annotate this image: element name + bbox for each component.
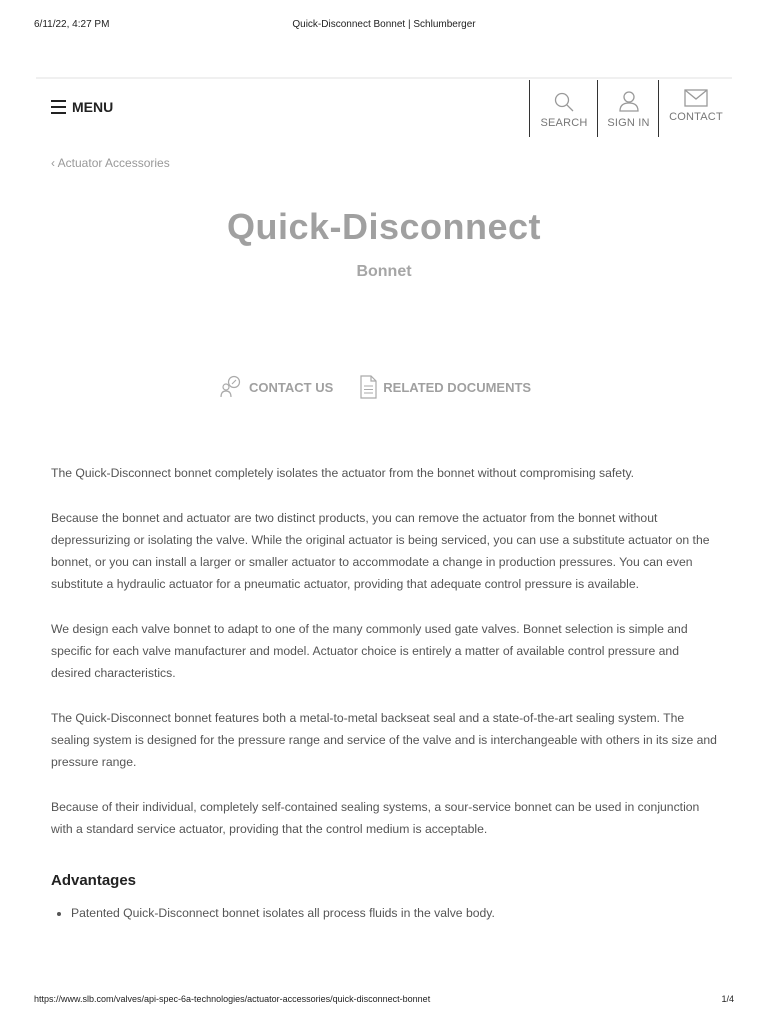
clipped-line (51, 983, 721, 987)
list-item (51, 983, 721, 987)
header-divider (36, 77, 732, 79)
contact-us-label: CONTACT US (249, 379, 334, 395)
breadcrumb-back-link[interactable] (51, 156, 170, 170)
page-title: Quick-Disconnect (226, 206, 542, 247)
print-title: Quick-Disconnect Bonnet | Schlumberger (292, 19, 476, 30)
print-url: https://www.slb.com/valves/api-spec-6a-technologies/actuator-accessories/quick-disconnect-bonnet (34, 994, 431, 1004)
advantages-heading: Advantages (51, 872, 137, 889)
document-icon (359, 375, 377, 399)
article-body (51, 462, 721, 946)
menu-button[interactable] (51, 99, 113, 115)
hamburger-icon (51, 100, 66, 114)
breadcrumb-label: Actuator Accessories (57, 156, 170, 170)
advantages-list (51, 902, 721, 924)
search-button[interactable] (529, 80, 598, 137)
related-documents-label: RELATED DOCUMENTS (383, 379, 532, 395)
chevron-left-icon: ‹ (51, 156, 55, 170)
envelope-icon (684, 89, 708, 107)
related-documents-link[interactable] (359, 375, 531, 399)
print-date: 6/11/22, 4:27 PM (34, 19, 110, 30)
paragraph: The Quick-Disconnect bonnet features both a metal-to-metal backseat seal and a state-of-the-art sealing system. The sealing system is designed for the pressure range and service of the valve and is interchangeable with others in its size and pressure range. (51, 711, 717, 769)
paragraph: Because the bonnet and actuator are two distinct products, you can remove the actuator from the bonnet without depressurizing or isolating the valve. While the original actuator is being serviced, you can use a substitute actuator on the bonnet, or you can install a larger or smaller actuator to accommodate a change in production pressures. You can even substitute a hydraulic actuator for a pneumatic actuator, providing that adequate control pressure is available. (51, 511, 710, 591)
user-icon (617, 89, 641, 113)
sign-in-label: SIGN IN (607, 117, 650, 129)
sign-in-button[interactable] (597, 80, 659, 137)
contact-us-link[interactable] (219, 375, 333, 399)
menu-label: MENU (72, 99, 114, 115)
search-label: SEARCH (540, 117, 588, 129)
contact-person-icon (219, 375, 243, 399)
paragraph: Because of their individual, completely self-contained sealing systems, a sour-service bonnet can be used in conjunction with a standard service actuator, providing that the control medium is acceptable. (51, 800, 700, 836)
paragraph: The Quick-Disconnect bonnet completely isolates the actuator from the bonnet without compromising safety. (51, 466, 635, 480)
paragraph: We design each valve bonnet to adapt to one of the many commonly used gate valves. Bonnet selection is simple and specific for each valve manufacturer and model. Actuator choice is entirely a matter of available control pressure and desired characteristics. (51, 622, 688, 680)
page-number: 1/4 (721, 994, 734, 1004)
list-item: • Patented Quick-Disconnect bonnet isolates all process fluids in the valve body. (71, 902, 721, 924)
search-icon (553, 91, 575, 113)
contact-button[interactable] (658, 80, 733, 137)
page-subtitle: Bonnet (356, 263, 412, 280)
contact-label: CONTACT (669, 111, 723, 123)
action-links (219, 375, 531, 399)
